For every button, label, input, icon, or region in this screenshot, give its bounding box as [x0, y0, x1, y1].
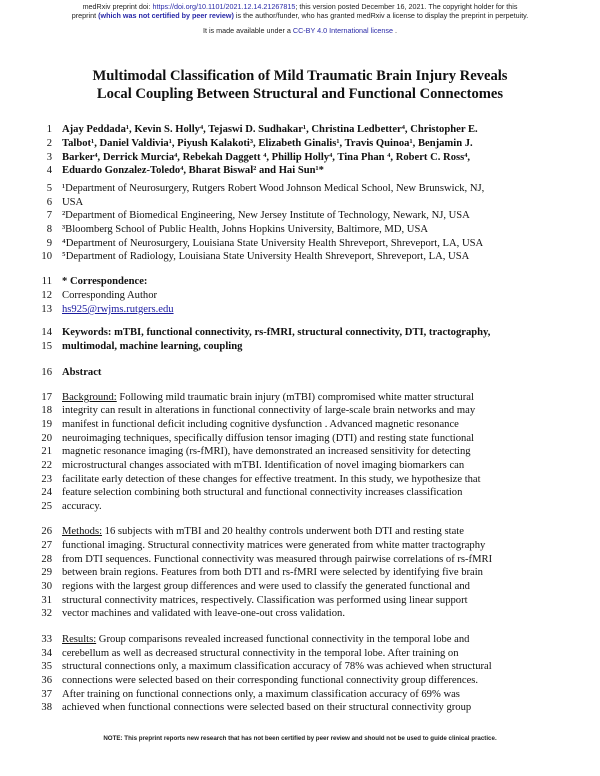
line-number: 13 [41, 304, 52, 315]
abstract-text: cerebellum as well as decreased structural connectivity in the temporal lobe. After training on [62, 648, 459, 659]
affiliation-text: ²Department of Biomedical Engineering, New Jersey Institute of Technology, Newark, NJ, USA [62, 210, 470, 221]
line-number: 24 [41, 487, 52, 498]
line-10 [0, 250, 600, 263]
email-link[interactable]: hs925@rwjms.rutgers.edu [62, 304, 174, 315]
abstract-text: Methods: 16 subjects with mTBI and 20 healthy controls underwent both DTI and resting state [62, 526, 464, 537]
line-number: 37 [41, 689, 52, 700]
line-number: 9 [46, 238, 52, 249]
line-number: 11 [41, 276, 52, 287]
line-number: 14 [41, 327, 52, 338]
line-23 [0, 473, 600, 486]
line-13 [0, 303, 600, 316]
line-number: 30 [41, 581, 52, 592]
line-number: 23 [41, 474, 52, 485]
line-15 [0, 340, 600, 353]
line-12 [0, 289, 600, 302]
line-27 [0, 539, 600, 552]
license-line: It is made available under a CC-BY 4.0 International license . [202, 26, 398, 35]
corresponding-author-label: Corresponding Author [62, 290, 158, 301]
affiliation-text: ¹Department of Neurosurgery, Rutgers Robert Wood Johnson Medical School, New Brunswick, NJ, [62, 183, 485, 194]
line-number: 28 [41, 554, 52, 565]
line-number: 33 [41, 634, 52, 645]
line-25 [0, 500, 600, 513]
abstract-text: vector machines and validated with leave-one-out cross validation. [62, 608, 345, 619]
line-18 [0, 404, 600, 417]
line-3 [0, 151, 600, 164]
authors-text: Ajay Peddada¹, Kevin S. Holly⁴, Tejaswi D. Sudhakar¹, Christina Ledbetter⁴, Christopher E. [62, 124, 478, 135]
line-28 [0, 553, 600, 566]
line-9 [0, 237, 600, 250]
abstract-heading: Abstract [62, 367, 102, 378]
line-number: 18 [41, 405, 52, 416]
abstract-text: neuroimaging techniques, specifically diffusion tensor imaging (DTI) and resting state functional [62, 433, 474, 444]
license-link[interactable]: CC-BY 4.0 International license [292, 26, 394, 35]
abstract-text: connections were selected based on their corresponding functional connectivity group differences. [62, 675, 479, 686]
line-4 [0, 164, 600, 177]
preprint-header-line2: preprint (which was not certified by peer review) is the author/funder, who has granted medRxiv a license to display the preprint in perpetuity. [71, 11, 529, 20]
line-1 [0, 123, 600, 136]
line-6 [0, 196, 600, 209]
line-number: 19 [41, 419, 52, 430]
keywords-text: multimodal, machine learning, coupling [62, 341, 243, 352]
line-number: 3 [46, 152, 52, 163]
abstract-text: achieved when functional connections were selected based on their structural connectivity group [62, 702, 472, 713]
abstract-text: facilitate early detection of these changes for effective treatment. In this study, we hypothesize that [62, 474, 481, 485]
line-35 [0, 660, 600, 673]
line-number: 6 [46, 197, 52, 208]
line-19 [0, 418, 600, 431]
methods-label: Methods: [62, 526, 103, 537]
preprint-header-line1: medRxiv preprint doi: https://doi.org/10.1101/2021.12.14.21267815; this version posted December 16, 2021. The copyright holder for this [82, 2, 518, 11]
line-number: 7 [46, 210, 52, 221]
correspondence-heading: * Correspondence: [62, 276, 148, 287]
line-number: 29 [41, 567, 52, 578]
line-number: 17 [41, 392, 52, 403]
line-number: 10 [41, 251, 52, 262]
line-5 [0, 182, 600, 195]
abstract-text: functional imaging. Structural connectivity matrices were generated from white matter tractography [62, 540, 486, 551]
line-number: 20 [41, 433, 52, 444]
line-33 [0, 633, 600, 646]
abstract-text: integrity can result in alterations in functional connectivity of large-scale brain networks and may [62, 405, 476, 416]
line-number: 27 [41, 540, 52, 551]
line-24 [0, 486, 600, 499]
line-number: 15 [41, 341, 52, 352]
abstract-text: magnetic resonance imaging (rs-fMRI), have demonstrated an increased sensitivity for detecting [62, 446, 471, 457]
line-number: 8 [46, 224, 52, 235]
abstract-text: accuracy. [62, 501, 102, 512]
line-17 [0, 391, 600, 404]
line-number: 5 [46, 183, 52, 194]
abstract-text: Background: Following mild traumatic brain injury (mTBI) compromised white matter structural [62, 392, 474, 403]
authors-text: Barker⁴, Derrick Murcia⁴, Rebekah Daggett ⁴, Phillip Holly⁴, Tina Phan ⁴, Robert C. Ross⁴, [62, 152, 471, 163]
line-number: 25 [41, 501, 52, 512]
line-number: 31 [41, 595, 52, 606]
line-26 [0, 525, 600, 538]
affiliation-text: ³Bloomberg School of Public Health, Johns Hopkins University, Baltimore, MD, USA [62, 224, 428, 235]
line-8 [0, 223, 600, 236]
line-31 [0, 594, 600, 607]
abstract-text: structural connections only, a maximum classification accuracy of 78% was achieved when structural [62, 661, 492, 672]
line-32 [0, 607, 600, 620]
line-16 [0, 366, 600, 379]
background-label: Background: [62, 392, 117, 403]
line-number: 35 [41, 661, 52, 672]
abstract-text: manifest in functional deficit including cognitive dysfunction . Advanced magnetic resonance [62, 419, 459, 430]
abstract-text: microstructural changes associated with mTBI. Identification of novel imaging biomarkers can [62, 460, 465, 471]
line-34 [0, 647, 600, 660]
abstract-text: After training on functional connections only, a maximum classification accuracy of 69% was [62, 689, 460, 700]
line-20 [0, 432, 600, 445]
preprint-footer-note: NOTE: This preprint reports new research that has not been certified by peer review and should not be used to guide clinical practice. [103, 735, 497, 742]
line-number: 38 [41, 702, 52, 713]
line-number: 2 [46, 138, 52, 149]
authors-text: Talbot¹, Daniel Valdivia¹, Piyush Kalakoti³, Elizabeth Ginalis¹, Travis Quinoa¹, Benjamin J. [62, 138, 473, 149]
line-38 [0, 701, 600, 714]
line-11 [0, 275, 600, 288]
abstract-text: Results: Group comparisons revealed increased functional connectivity in the temporal lobe and [62, 634, 470, 645]
affiliation-text: ⁴Department of Neurosurgery, Louisiana State University Health Shreveport, Shreveport, LA, USA [62, 238, 484, 249]
abstract-text: structural connectivity matrices, respectively. Classification was performed using linear support [62, 595, 468, 606]
authors-text: Eduardo Gonzalez-Toledo⁴, Bharat Biswal² and Hai Sun¹* [62, 165, 324, 176]
line-29 [0, 566, 600, 579]
affiliation-text: ⁵Department of Radiology, Louisiana State University Health Shreveport, Shreveport, LA, USA [62, 251, 470, 262]
line-number: 22 [41, 460, 52, 471]
abstract-text: regions with the largest group differences and were used to classify the generated functional and [62, 581, 470, 592]
line-number: 34 [41, 648, 52, 659]
line-number: 32 [41, 608, 52, 619]
paper-title: Multimodal Classification of Mild Traumatic Brain Injury Reveals Local Coupling Between Structural and Functional Connectomes [92, 68, 508, 102]
line-number: 21 [41, 446, 52, 457]
line-30 [0, 580, 600, 593]
abstract-text: between brain regions. Features from both DTI and rs-fMRI were selected by identifying five brain [62, 567, 483, 578]
line-number: 1 [46, 124, 52, 135]
doi-link[interactable]: https://doi.org/10.1101/2021.12.14.21267815 [152, 2, 296, 11]
line-2 [0, 137, 600, 150]
line-7 [0, 209, 600, 222]
line-number: 4 [46, 165, 52, 176]
line-37 [0, 688, 600, 701]
line-number: 36 [41, 675, 52, 686]
line-22 [0, 459, 600, 472]
affiliation-text: USA [62, 197, 84, 208]
abstract-text: from DTI sequences. Functional connectivity was measured through pairwise correlations of rs-fMRI [62, 554, 493, 565]
abstract-text: feature selection combining both structural and functional connectivity increases classification [62, 487, 463, 498]
line-36 [0, 674, 600, 687]
line-number: 12 [41, 290, 52, 301]
keywords-text: Keywords: mTBI, functional connectivity, rs-fMRI, structural connectivity, DTI, tractography, [62, 327, 491, 338]
line-number: 26 [41, 526, 52, 537]
line-14 [0, 326, 600, 339]
line-number: 16 [41, 367, 52, 378]
line-21 [0, 445, 600, 458]
results-label: Results: [62, 634, 97, 645]
